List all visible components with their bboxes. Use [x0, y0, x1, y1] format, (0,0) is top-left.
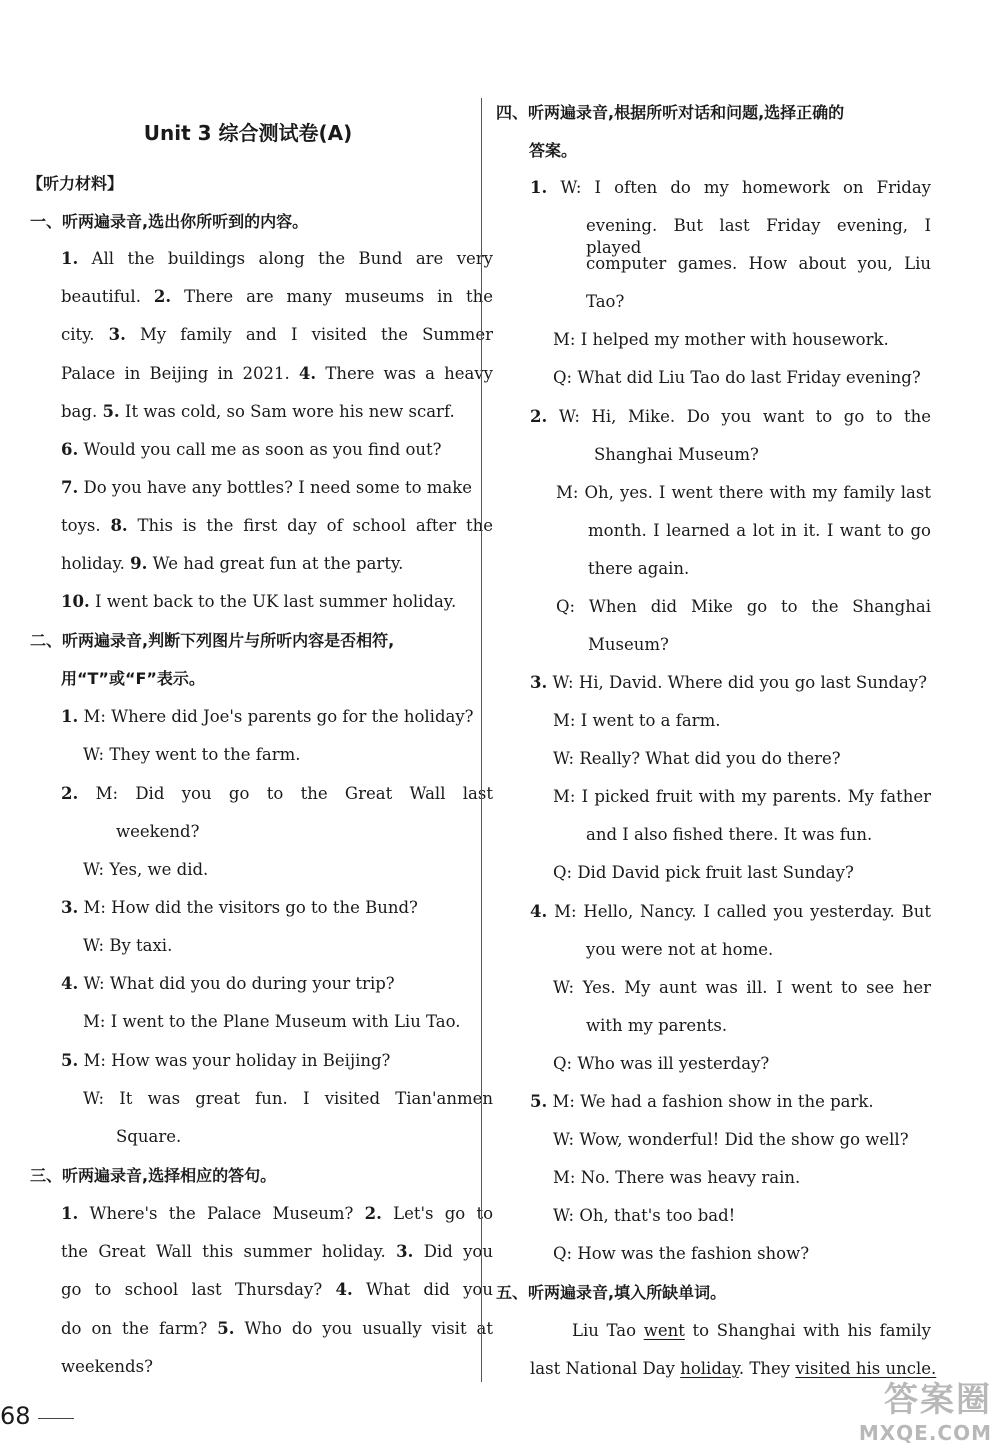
- s4-item2-line3: M: Oh, yes. I went there with my family last: [556, 483, 931, 502]
- s5-line-2: last National Day holiday. They visited his uncle.: [530, 1359, 937, 1378]
- s4-item2-line1: 2. W: Hi, Mike. Do you want to go to the: [530, 407, 931, 426]
- s1-line-9: holiday. 9. We had great fun at the party.: [61, 554, 404, 573]
- s2-item1-line2: W: They went to the farm.: [83, 745, 301, 764]
- blank-answer: holiday: [680, 1359, 739, 1378]
- s4-item1-line3: computer games. How about you, Liu: [586, 254, 931, 273]
- s4-item2-line7: Museum?: [588, 635, 669, 654]
- s2-item2-line1: 2. M: Did you go to the Great Wall last: [61, 784, 493, 803]
- s1-line-10: 10. I went back to the UK last summer holiday.: [61, 592, 457, 611]
- s4-item5-line1: 5. M: We had a fashion show in the park.: [530, 1092, 874, 1111]
- right-column: [496, 0, 936, 1451]
- s1-line-6: 6. Would you call me as soon as you find out?: [61, 440, 442, 459]
- s4-item4-line2: you were not at home.: [586, 940, 774, 959]
- s1-line-1: 1. All the buildings along the Bund are very: [61, 249, 493, 268]
- s2-item2-line2: weekend?: [116, 822, 200, 841]
- section2-heading-2: 用“T”或“F”表示。: [61, 669, 205, 688]
- watermark-url: MXQE.COM: [858, 1421, 992, 1445]
- s4-item4-line3: W: Yes. My aunt was ill. I went to see her: [553, 978, 931, 997]
- page-number: 68: [0, 1402, 31, 1430]
- s4-item3-line1: 3. W: Hi, David. Where did you go last Sunday?: [530, 673, 928, 692]
- s4-item5-line2: W: Wow, wonderful! Did the show go well?: [553, 1130, 909, 1149]
- s2-item2-line3: W: Yes, we did.: [83, 860, 209, 879]
- s1-line-2: beautiful. 2. There are many museums in the: [61, 287, 493, 306]
- s3-line-5: weekends?: [61, 1357, 153, 1376]
- s4-item3-line5: and I also fished there. It was fun.: [586, 825, 873, 844]
- s4-item1-line5: M: I helped my mother with housework.: [553, 330, 889, 349]
- s1-line-4: Palace in Beijing in 2021. 4. There was a heavy: [61, 364, 493, 383]
- section2-heading-1: 二、听两遍录音,判断下列图片与所听内容是否相符,: [30, 631, 395, 650]
- s4-item5-line4: W: Oh, that's too bad!: [553, 1206, 736, 1225]
- s1-line-5: bag. 5. It was cold, so Sam wore his new scarf.: [61, 402, 455, 421]
- s4-item2-line5: there again.: [588, 559, 690, 578]
- s3-line-2: the Great Wall this summer holiday. 3. Did you: [61, 1242, 493, 1261]
- s4-item2-line6: Q: When did Mike go to the Shanghai: [556, 597, 931, 616]
- s2-item1-line1: 1. M: Where did Joe's parents go for the holiday?: [61, 707, 474, 726]
- s2-item5-line3: Square.: [116, 1127, 182, 1146]
- s1-line-8: toys. 8. This is the first day of school after the: [61, 516, 493, 535]
- s4-item5-line5: Q: How was the fashion show?: [553, 1244, 810, 1263]
- s4-item1-line1: 1. W: I often do my homework on Friday: [530, 178, 931, 197]
- listening-label: 【听力材料】: [27, 174, 124, 193]
- s3-line-3: go to school last Thursday? 4. What did you: [61, 1280, 493, 1299]
- column-divider: [481, 98, 482, 1382]
- blank-answer: visited his uncle.: [795, 1359, 937, 1378]
- section4-heading-1: 四、听两遍录音,根据所听对话和问题,选择正确的: [496, 103, 845, 122]
- s1-line-3: city. 3. My family and I visited the Summer: [61, 325, 493, 344]
- s4-item3-line2: M: I went to a farm.: [553, 711, 721, 730]
- blank-answer: went: [643, 1321, 685, 1340]
- left-column: [27, 0, 494, 1451]
- section1-heading: 一、听两遍录音,选出你所听到的内容。: [30, 212, 309, 231]
- s2-item4-line2: M: I went to the Plane Museum with Liu Tao.: [83, 1012, 461, 1031]
- watermark-text: 答案圈: [884, 1380, 992, 1420]
- s4-item2-line2: Shanghai Museum?: [594, 445, 759, 464]
- page-number-rule: [38, 1418, 74, 1419]
- s2-item3-line1: 3. M: How did the visitors go to the Bund?: [61, 898, 418, 917]
- section4-heading-2: 答案。: [529, 141, 578, 160]
- s4-item3-line6: Q: Did David pick fruit last Sunday?: [553, 863, 854, 882]
- s2-item5-line2: W: It was great fun. I visited Tian'anmen: [83, 1089, 493, 1108]
- s4-item5-line3: M: No. There was heavy rain.: [553, 1168, 801, 1187]
- s5-line-1: Liu Tao went to Shanghai with his family: [572, 1321, 931, 1340]
- s2-item4-line1: 4. W: What did you do during your trip?: [61, 974, 395, 993]
- s4-item1-line2: evening. But last Friday evening, I played: [586, 216, 931, 257]
- s3-line-4: do on the farm? 5. Who do you usually visit at: [61, 1319, 494, 1338]
- s4-item1-line4: Tao?: [586, 292, 625, 311]
- s2-item3-line2: W: By taxi.: [83, 936, 173, 955]
- s4-item4-line1: 4. M: Hello, Nancy. I called you yesterday. But: [530, 902, 931, 921]
- s3-line-1: 1. Where's the Palace Museum? 2. Let's go to: [61, 1204, 494, 1223]
- watermark-logo: [795, 1370, 1000, 1451]
- s4-item3-line4: M: I picked fruit with my parents. My father: [553, 787, 931, 806]
- s4-item3-line3: W: Really? What did you do there?: [553, 749, 841, 768]
- s4-item4-line4: with my parents.: [586, 1016, 728, 1035]
- s2-item5-line1: 5. M: How was your holiday in Beijing?: [61, 1051, 391, 1070]
- section3-heading: 三、听两遍录音,选择相应的答句。: [30, 1166, 277, 1185]
- s4-item4-line5: Q: Who was ill yesterday?: [553, 1054, 770, 1073]
- section5-heading: 五、听两遍录音,填入所缺单词。: [496, 1283, 727, 1302]
- s4-item1-line6: Q: What did Liu Tao do last Friday evening?: [553, 368, 921, 387]
- s1-line-7: 7. Do you have any bottles? I need some to make: [61, 478, 473, 497]
- page-title: Unit 3 综合测试卷(A): [143, 121, 353, 145]
- s4-item2-line4: month. I learned a lot in it. I want to go: [588, 521, 931, 540]
